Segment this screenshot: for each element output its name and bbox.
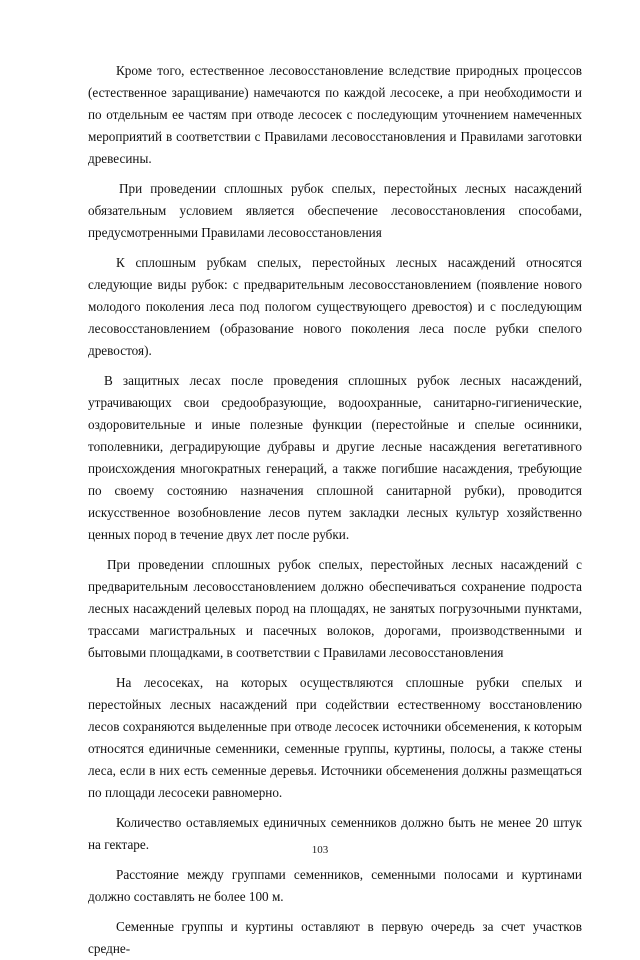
paragraph-seed-group-distance: Расстояние между группами семенников, семенными полосами и куртинами должно составлять не более 100 м. bbox=[88, 867, 582, 904]
paragraph-protective-forests: В защитных лесах после проведения сплошных рубок лесных насаждений, утрачивающих свои средообразующие, водоохранные, санитарно-гигиенические, оздоровительные и иные полезные функции (перестойные и спелые осинники, тополевники, деградирующие дубравы и другие лесные насаждения вегетативного происхождения многократных генераций, а также погибшие насаждения, требующие по своему состоянию назначения сплошной санитарной рубки), проводится искусственное возобновление лесов путем закладки лесных культур хозяйственно ценных пород в течение двух лет после рубки. bbox=[88, 373, 582, 542]
paragraph-seed-groups-selection: Семенные группы и куртины оставляют в первую очередь за счет участков средне- bbox=[88, 919, 582, 956]
paragraph-natural-regeneration: Кроме того, естественное лесовосстановление вследствие природных процессов (естественное заращивание) намечаются по каждой лесосеке, а при необходимости и по отдельным ее частям при отводе лесосек с последующим уточнением намеченных мероприятий в соответствии с Правилами лесовосстановления и Правилами заготовки древесины. bbox=[88, 63, 582, 166]
paragraph-clear-cutting-types: К сплошным рубкам спелых, перестойных лесных насаждений относятся следующие виды рубок: с предварительным лесовосстановлением (появление нового молодого поколения леса под пологом существующего древостоя) и с последующим лесовосстановлением (образование нового поколения леса после рубки спелого древостоя). bbox=[88, 255, 582, 358]
paragraph-preliminary-regeneration: При проведении сплошных рубок спелых, перестойных лесных насаждений с предварительным лесовосстановлением должно обеспечиваться сохранение подроста лесных насаждений целевых пород на площадях, не занятых погрузочными пунктами, трассами магистральных и пасечных волоков, дорогами, производственными и бытовыми площадками, в соответствии с Правилами лесовосстановления bbox=[88, 557, 582, 660]
paragraph-seed-tree-count: Количество оставляемых единичных семенников должно быть не менее 20 штук на гектаре. bbox=[88, 815, 582, 852]
page-number: 103 bbox=[311, 844, 329, 856]
paragraph-clear-cutting-condition: При проведении сплошных рубок спелых, перестойных лесных насаждений обязательным условием является обеспечение лесовосстановления способами, предусмотренными Правилами лесовосстановления bbox=[88, 181, 582, 240]
paragraph-seed-sources: На лесосеках, на которых осуществляются сплошные рубки спелых и перестойных лесных насаждений при содействии естественному восстановлению лесов сохраняются выделенные при отводе лесосек источники обсеменения, к которым относятся единичные семенники, семенные группы, куртины, полосы, а также стены леса, если в них есть семенные деревья. Источники обсеменения должны размещаться по площади лесосеки равномерно. bbox=[88, 675, 582, 800]
body-text bbox=[88, 60, 582, 960]
